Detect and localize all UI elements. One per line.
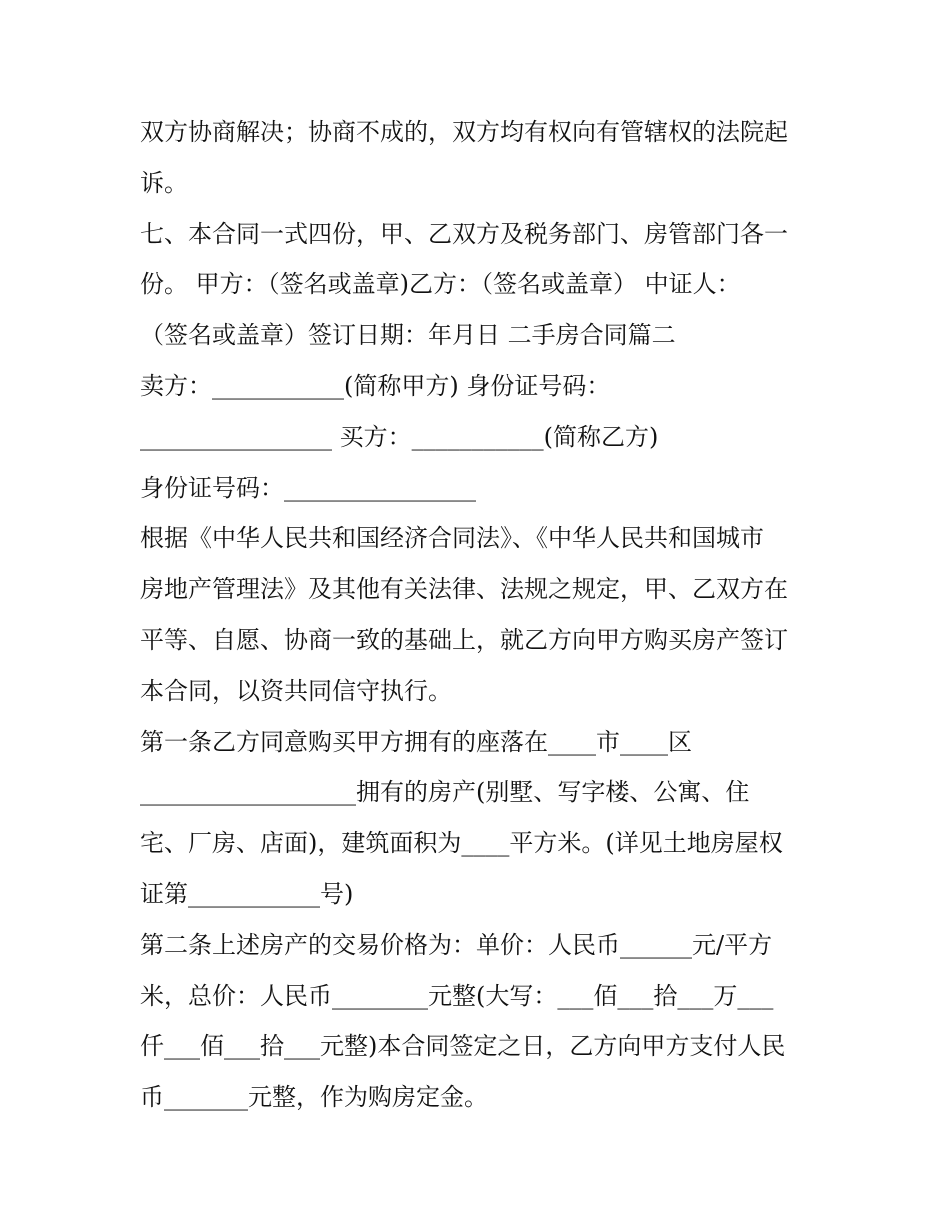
text-line: 宅、厂房、店面)，建筑面积为____平方米。(详见土地房屋权 xyxy=(140,829,783,858)
text-line: （签名或盖章）签订日期：年月日 二手房合同篇二 xyxy=(140,321,676,350)
text-line: 七、本合同一式四份，甲、乙双方及税务部门、房管部门各一 xyxy=(140,219,788,248)
text-line: 卖方：___________(简称甲方) 身份证号码： xyxy=(140,371,611,400)
text-line: 本合同，以资共同信守执行。 xyxy=(140,676,452,705)
text-line: 诉。 xyxy=(140,168,188,197)
text-line: 仟___佰___拾___元整)本合同签定之日，乙方向甲方支付人民 xyxy=(140,1032,786,1061)
text-line: 第二条上述房产的交易价格为：单价：人民币______元/平方 xyxy=(140,930,773,959)
text-line: ________________ 买方：___________(简称乙方) xyxy=(140,422,659,451)
text-line: 第一条乙方同意购买甲方拥有的座落在____市____区 xyxy=(140,727,692,756)
text-line: 份。 甲方：（签名或盖章)乙方：（签名或盖章） 中证人： xyxy=(140,270,741,299)
text-line: 平等、自愿、协商一致的基础上，就乙方向甲方购买房产签订 xyxy=(140,625,788,654)
text-line: 双方协商解决；协商不成的，双方均有权向有管辖权的法院起 xyxy=(140,118,788,146)
text-line: 根据《中华人民共和国经济合同法》、《中华人民共和国城市 xyxy=(140,524,764,553)
text-line: 币_______元整，作为购房定金。 xyxy=(140,1083,488,1112)
text-line: __________________拥有的房产(别墅、写字楼、公寓、住 xyxy=(140,778,750,807)
text-line: 米，总价：人民币________元整(大写：___佰___拾___万___ xyxy=(140,981,774,1010)
text-line: 身份证号码：________________ xyxy=(140,473,476,502)
text-line: 房地产管理法》及其他有关法律、法规之规定，甲、乙双方在 xyxy=(140,575,788,604)
contract-text xyxy=(140,107,830,1123)
text-line: 证第___________号) xyxy=(140,879,354,908)
